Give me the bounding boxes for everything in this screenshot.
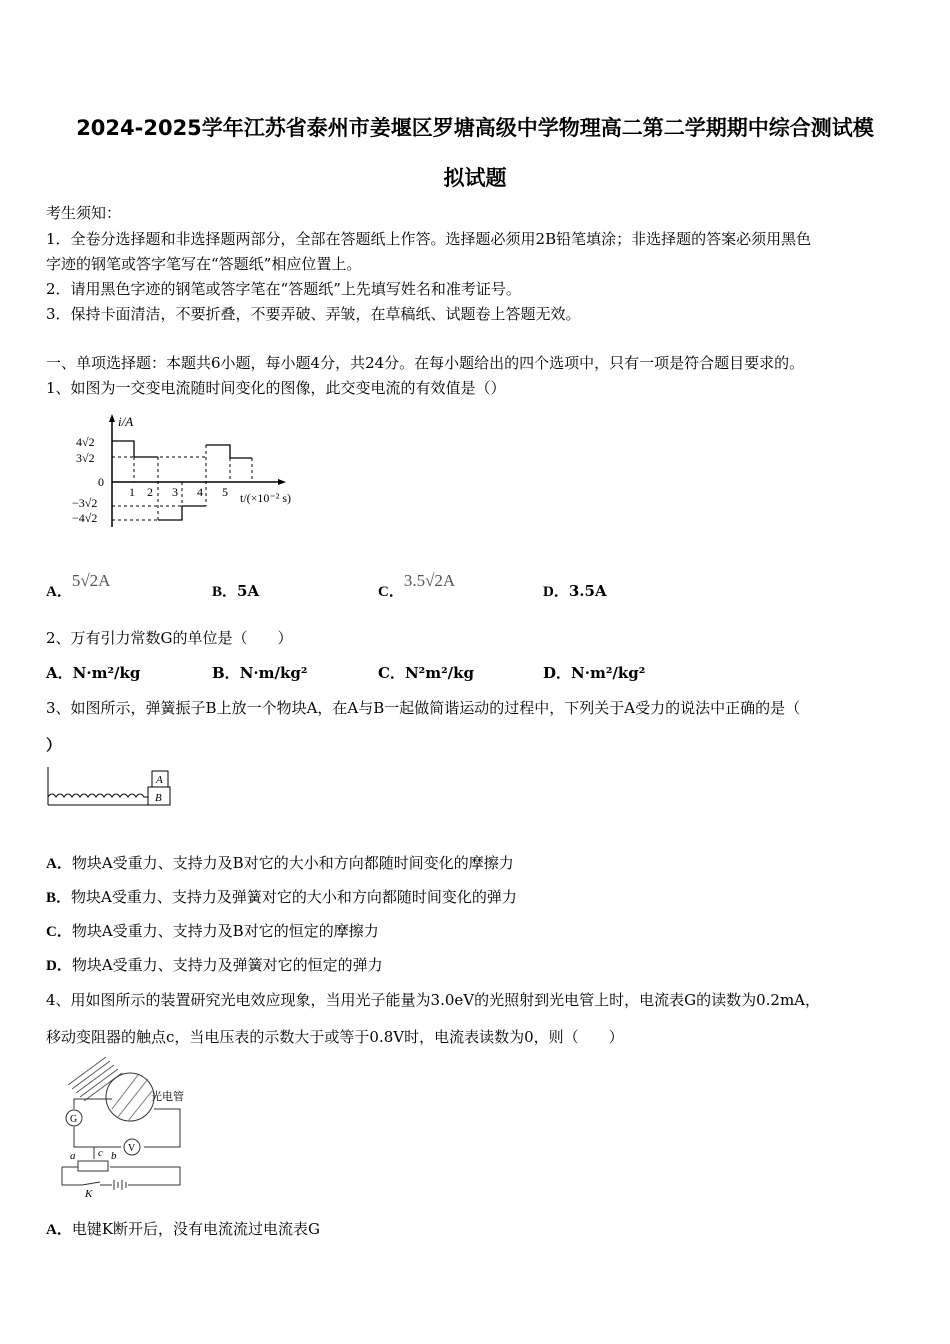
- notice-item: 3．保持卡面清洁，不要折叠，不要弄破、弄皱，在草稿纸、试题卷上答题无效。: [46, 305, 581, 323]
- q3-option-b[interactable]: B．物块A受重力、支持力及弹簧对它的大小和方向都随时间变化的弹力: [46, 888, 517, 906]
- q3-option-a[interactable]: A．物块A受重力、支持力及B对它的大小和方向都随时间变化的摩擦力: [46, 854, 514, 872]
- q3-option-d[interactable]: D．物块A受重力、支持力及弹簧对它的恒定的弹力: [46, 956, 383, 974]
- a-label: a: [70, 1150, 76, 1162]
- q4-stem-line2: 移动变阻器的触点c，当电压表的示数大于或等于0.8V时，电流表读数为0，则（ ）: [46, 1028, 624, 1046]
- y-axis-arrow: [109, 414, 115, 422]
- x-tick: 3: [172, 485, 178, 499]
- phototube-label: 光电管: [151, 1091, 184, 1103]
- q3-spring-figure: [44, 765, 174, 825]
- q2-option-c[interactable]: C．N²m²/kg: [378, 664, 475, 682]
- notice-item: 字迹的钢笔或答字笔写在“答题纸”相应位置上。: [46, 255, 362, 273]
- y-tick: −3√2: [72, 496, 98, 510]
- q2-option-b[interactable]: B．N·m/kg²: [212, 664, 308, 682]
- q1-option-c[interactable]: C．3.5√2A: [378, 571, 456, 600]
- x-tick: 2: [147, 485, 153, 499]
- k-label: K: [85, 1188, 93, 1200]
- section-heading: 一、单项选择题：本题共6小题，每小题4分，共24分。在每小题给出的四个选项中，只有一项是符合题目要求的。: [46, 354, 805, 372]
- g-label: G: [70, 1114, 78, 1125]
- y-axis-label: i/A: [118, 414, 134, 429]
- q2-stem: 2、万有引力常数G的单位是（ ）: [46, 629, 293, 647]
- q1-option-b[interactable]: B．5A: [212, 582, 260, 600]
- x-axis-arrow: [278, 479, 286, 485]
- c-label: c: [98, 1147, 103, 1159]
- q1-option-a[interactable]: A．5√2A: [46, 571, 111, 600]
- notice-item: 2．请用黑色字迹的钢笔或答字笔在“答题纸”上先填写姓名和准考证号。: [46, 280, 521, 298]
- q4-circuit-figure: [56, 1055, 186, 1200]
- rheostat: [78, 1161, 108, 1171]
- x-tick: 5: [222, 485, 228, 499]
- label-a: A: [156, 774, 163, 786]
- q4-stem: 4、用如图所示的装置研究光电效应现象，当用光子能量为3.0eV的光照射到光电管上时，电流表G的读数为0.2mA，: [46, 991, 821, 1009]
- q1-current-graph: [72, 412, 312, 532]
- spring: [48, 794, 152, 797]
- q2-option-d[interactable]: D．N·m²/kg²: [543, 664, 646, 682]
- y-tick: 4√2: [76, 435, 95, 449]
- y-tick: 3√2: [76, 451, 95, 465]
- q4-option-a[interactable]: A．电键K断开后，没有电流流过电流表G: [46, 1220, 321, 1238]
- q3-stem: 3、如图所示，弹簧振子B上放一个物块A，在A与B一起做简谐运动的过程中，下列关于A受力的说法中正确的是（: [46, 699, 801, 717]
- title-line-1: 2024-2025学年江苏省泰州市姜堰区罗塘高级中学物理高二第二学期期中综合测试模: [76, 116, 874, 140]
- q1-stem: 1、如图为一交变电流随时间变化的图像，此交变电流的有效值是（）: [46, 379, 506, 397]
- y-tick: −4√2: [72, 511, 98, 525]
- x-tick: 4: [197, 485, 203, 499]
- x-axis-label: t/(×10⁻² s): [240, 491, 292, 505]
- title-line-2: 拟试题: [443, 166, 507, 190]
- battery: [114, 1180, 126, 1190]
- v-label: V: [128, 1143, 136, 1154]
- x-tick: 1: [129, 485, 135, 499]
- q3-stem-end: ）: [46, 736, 62, 754]
- y-tick: 0: [98, 475, 104, 489]
- q1-option-d[interactable]: D．3.5A: [543, 582, 607, 600]
- q2-option-a[interactable]: A．N·m²/kg: [46, 664, 141, 682]
- switch-k: [82, 1182, 100, 1185]
- notice-heading: 考生须知：: [46, 204, 122, 222]
- q3-option-c[interactable]: C．物块A受重力、支持力及B对它的恒定的摩擦力: [46, 922, 379, 940]
- label-b: B: [155, 792, 162, 804]
- notice-item: 1．全卷分选择题和非选择题两部分，全部在答题纸上作答。选择题必须用2B铅笔填涂；非选择题的答案必须用黑色: [46, 230, 812, 248]
- b-label: b: [111, 1150, 117, 1162]
